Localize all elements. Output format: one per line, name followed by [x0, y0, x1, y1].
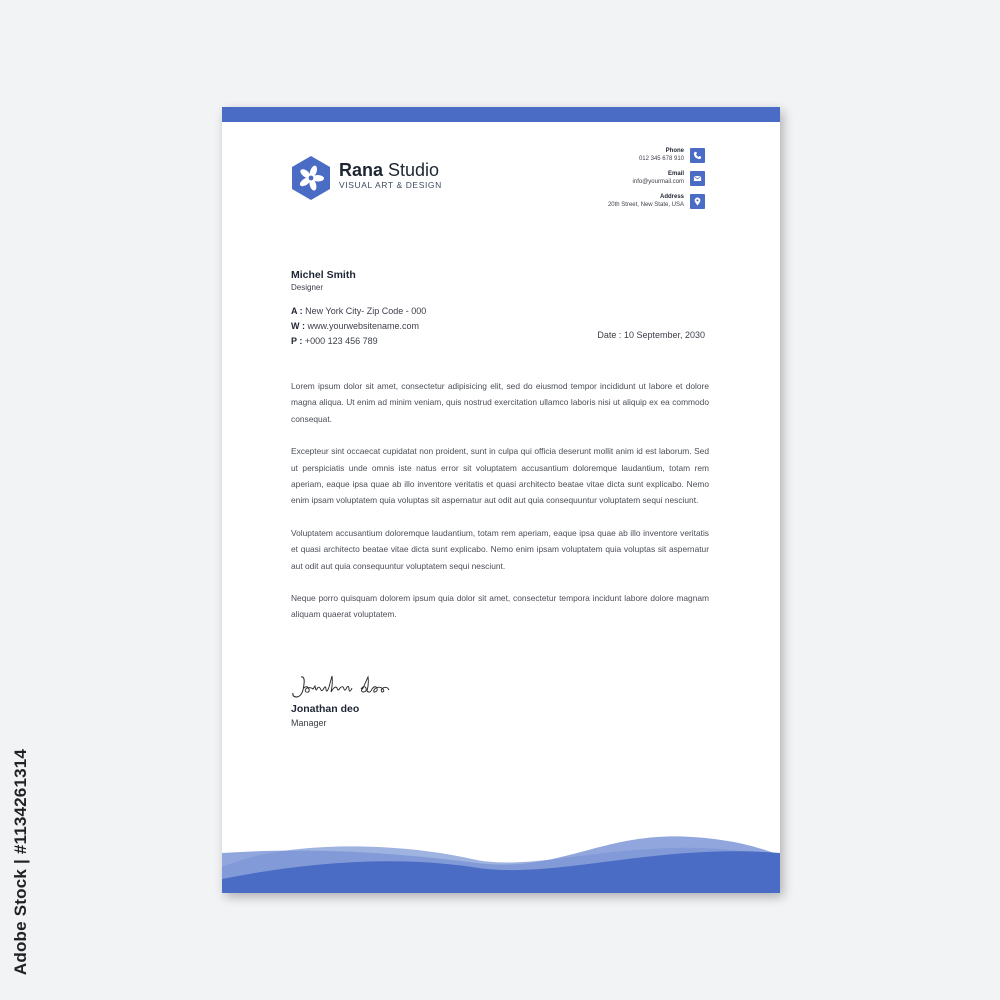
contact-label: Email: [667, 171, 684, 177]
address-key: A :: [291, 306, 303, 316]
contact-value: info@yourmail.com: [632, 179, 684, 185]
body-paragraph: Voluptatem accusantium doloremque laudantium, totam rem aperiam, eaque ipsa quae ab illo inventore veritatis et quasi architecto beatae vitae dicta sunt explicabo. Nemo enim ipsam voluptatem quia voluptas sit aspernatur aut odit aut quia consequuntur voluptatem sequi nesciunt.: [291, 527, 709, 571]
signatory-name: Jonathan deo: [291, 703, 360, 715]
recipient-website: [291, 319, 426, 334]
email-icon: [690, 171, 705, 186]
hexagon-flower-logo-icon: [290, 155, 332, 201]
contact-phone: [608, 147, 705, 163]
contact-address: [608, 193, 705, 209]
letter-date: Date : 10 September, 2030: [597, 330, 705, 340]
top-accent-bar: [222, 107, 780, 122]
location-icon: [690, 194, 705, 209]
recipient-block: [291, 269, 426, 349]
phone-value: +000 123 456 789: [302, 336, 378, 346]
website-key: W :: [291, 321, 305, 331]
recipient-address: [291, 304, 426, 319]
contact-value: 20th Street, New State, USA: [607, 202, 684, 208]
letterhead-page: [222, 107, 780, 893]
footer-waves: [222, 827, 780, 893]
recipient-phone: [291, 334, 426, 349]
brand-name: Rana: [339, 160, 384, 180]
contact-email: [608, 170, 705, 186]
stock-id-label: [6, 742, 36, 982]
recipient-name: Michel Smith: [291, 269, 356, 281]
brand-tagline: VISUAL ART & DESIGN: [339, 180, 442, 190]
phone-key: P :: [291, 336, 303, 346]
signatory-role: Manager: [291, 718, 327, 728]
handwritten-signature: [291, 674, 411, 702]
contact-label: Address: [659, 194, 684, 200]
brand-block: [339, 160, 442, 191]
stock-id-text: Adobe Stock | #1134261314: [11, 748, 31, 976]
letter-body: [291, 378, 709, 639]
address-value: New York City- Zip Code - 000: [302, 306, 427, 316]
contact-label: Phone: [665, 148, 684, 154]
contact-value: 012 345 678 910: [638, 156, 684, 162]
phone-icon: [690, 148, 705, 163]
contact-block: [608, 147, 705, 216]
recipient-role: Designer: [291, 283, 324, 292]
website-value: www.yourwebsitename.com: [305, 321, 420, 331]
body-paragraph: Neque porro quisquam dolorem ipsum quia dolor sit amet, consectetur tempora incidunt labore dolore magnam aliquam quaerat voluptatem.: [291, 593, 709, 620]
brand-title: [339, 160, 442, 180]
body-paragraph: Lorem ipsum dolor sit amet, consectetur adipisicing elit, sed do eiusmod tempor incididunt ut labore et dolore magna aliqua. Ut enim ad minim veniam, quis nostrud exercitation ullamco laboris nisi ut aliquip ex ea commodo consequat.: [291, 381, 709, 424]
body-paragraph: Excepteur sint occaecat cupidatat non proident, sunt in culpa qui officia deserunt mollit anim id est laborum. Sed ut perspiciatis unde omnis iste natus error sit voluptatem accusantium doloremque laudantium, totam rem aperiam, eaque ipsa quae ab illo inventore veritatis et quasi architecto beatae vitae dicta sunt explicabo. Nemo enim ipsam voluptatem quia voluptas sit aspernatur aut odit aut quia consequuntur voluptatem sequi nesciunt.: [291, 446, 709, 506]
brand-studio: Studio: [383, 160, 440, 180]
